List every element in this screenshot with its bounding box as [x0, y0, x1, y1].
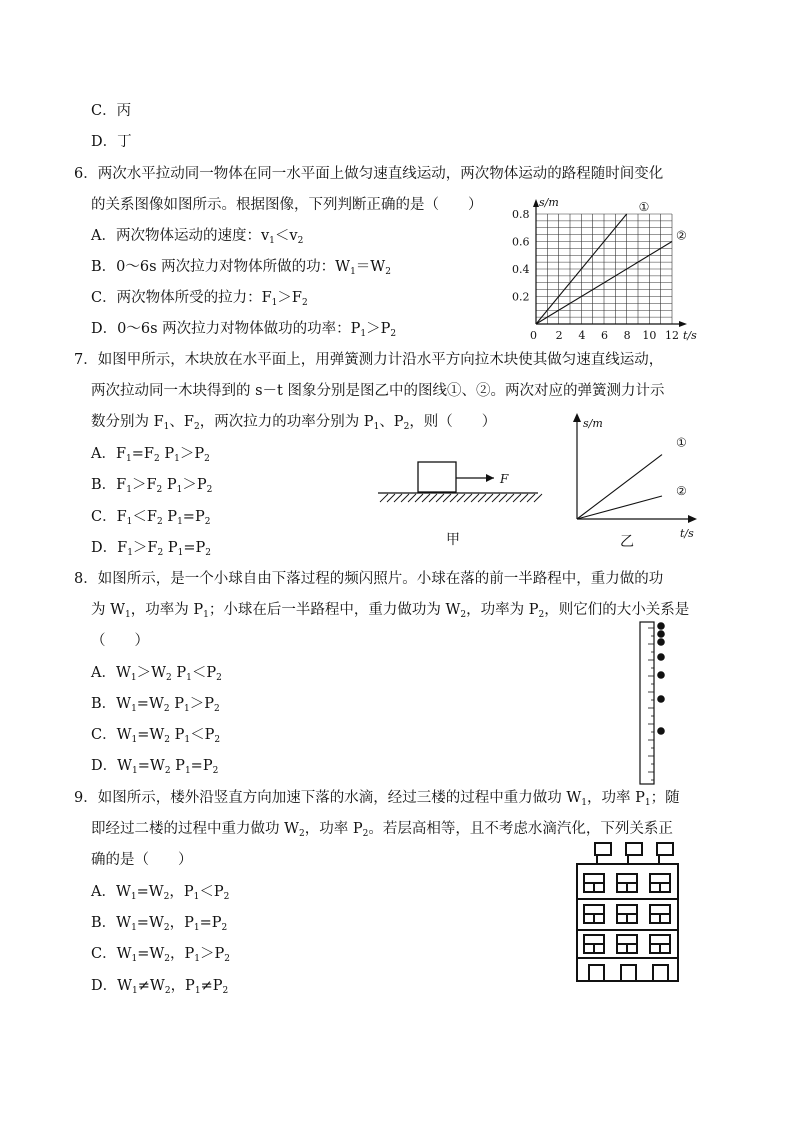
q6-option-d[interactable]	[91, 319, 396, 339]
hatch-line	[471, 494, 479, 502]
roof-sign	[595, 843, 611, 855]
text-segment: A．W	[91, 665, 131, 681]
subscript: 1	[130, 892, 137, 902]
subscript: 2	[163, 923, 170, 933]
text-segment: B．0～6s 两次拉力对物体所做的功：W	[91, 259, 351, 275]
figure-yi-caption: 乙	[620, 534, 634, 550]
subscript: 2	[222, 986, 229, 996]
subscript: 2	[163, 892, 170, 902]
subscript: 1	[125, 610, 131, 620]
ball	[657, 638, 665, 646]
text-segment: =P	[199, 915, 222, 931]
text-segment: ＜F	[132, 509, 157, 525]
subscript: 2	[164, 954, 171, 964]
text-segment: ，则（ ）	[409, 414, 497, 430]
subscript: 2	[213, 704, 220, 714]
q9-option-b[interactable]	[91, 913, 227, 933]
text-segment: P	[159, 446, 175, 462]
text-segment: B．F	[91, 477, 127, 493]
x-tick-label: 6	[601, 329, 608, 342]
subscript: 1	[126, 517, 133, 527]
text-segment: P	[170, 727, 185, 743]
subscript: 1	[163, 422, 170, 432]
ball	[657, 695, 665, 703]
x-tick-label: 2	[555, 329, 563, 342]
subscript: 1	[271, 298, 278, 308]
subscript: 1	[184, 766, 191, 776]
subscript: 1	[131, 954, 138, 964]
text-segment: P	[170, 758, 185, 774]
q9-building-figure	[570, 835, 685, 985]
roof-sign	[657, 843, 673, 855]
q7-stem-line-3	[91, 412, 496, 432]
q8-option-a[interactable]	[91, 663, 222, 683]
subscript: 2	[224, 954, 231, 964]
series-line-2	[577, 496, 662, 519]
text-segment: C．两次物体所受的拉力：F	[91, 290, 272, 306]
q8-option-b[interactable]	[91, 694, 220, 714]
text-segment: =W	[136, 884, 164, 900]
subscript: 1	[130, 673, 137, 683]
text-segment: D．0～6s 两次拉力对物体做功的功率：P	[91, 321, 361, 337]
text-segment: ＞P	[200, 946, 225, 962]
text-segment: ≠W	[137, 978, 165, 994]
text-segment: A．两次物体运动的速度：v	[91, 228, 270, 244]
subscript: 2	[297, 236, 304, 246]
q7-x-axis-label: t/s	[680, 527, 694, 540]
text-segment: ＞F	[277, 290, 302, 306]
subscript: 1	[194, 954, 201, 964]
text-segment: A．W	[91, 884, 131, 900]
subscript: 2	[157, 548, 164, 558]
text-segment: ＜v	[274, 228, 298, 244]
text-segment: =W	[137, 727, 165, 743]
subscript: 1	[373, 422, 380, 432]
y-axis-arrow	[573, 413, 581, 422]
subscript: 1	[132, 766, 138, 776]
text-segment: 、F	[169, 414, 194, 430]
subscript: 2	[223, 892, 230, 902]
y-tick-label: 0.2	[512, 290, 530, 304]
text-segment: C．W	[91, 727, 132, 743]
subscript: 2	[460, 610, 467, 620]
hatch-line	[387, 494, 395, 502]
subscript: 1	[177, 548, 184, 558]
subscript: 1	[184, 735, 191, 745]
text-segment: =W	[137, 758, 165, 774]
text-segment: ，功率为 P	[466, 602, 539, 618]
text-segment: ＜P	[199, 884, 224, 900]
falling-balls	[657, 622, 665, 735]
q9-option-d[interactable]	[91, 976, 228, 996]
ball	[657, 727, 665, 735]
text-segment: ，功率为 P	[130, 602, 204, 618]
x-tick-label: 8	[623, 329, 631, 342]
hatch-line	[506, 494, 514, 502]
chart-grid	[536, 214, 672, 324]
subscript: 1	[193, 923, 200, 933]
hatch-line	[450, 494, 458, 502]
q9-stem-line-3: 确的是（ ）	[91, 852, 193, 868]
text-segment: ，两次拉力的功率分别为 P	[199, 414, 374, 430]
q9-stem-line-1	[74, 788, 680, 808]
text-segment: 为 W	[91, 602, 126, 618]
text-segment: ，则它们的大小关系是	[544, 602, 690, 618]
hatch-line	[513, 494, 521, 502]
series-label-1: ①	[638, 200, 650, 214]
q6-stem-line-1: 6．两次水平拉动同一物体在同一水平面上做匀速直线运动，两次物体运动的路程随时间变化	[74, 166, 664, 182]
subscript: 1	[183, 704, 190, 714]
subscript: 2	[221, 923, 228, 933]
subscript: 2	[164, 766, 171, 776]
q6-option-a[interactable]	[91, 226, 303, 246]
hatch-line	[464, 494, 472, 502]
subscript: 1	[644, 798, 651, 808]
text-segment: P	[163, 540, 178, 556]
q8-option-c[interactable]	[91, 725, 220, 745]
ball	[657, 671, 665, 679]
subscript: 2	[362, 829, 369, 839]
q6-stem-line-2: 的关系图像如图所示。根据图像，下列判断正确的是（ ）	[91, 197, 483, 213]
subscript: 2	[538, 610, 545, 620]
hatch-line	[499, 494, 507, 502]
text-segment: ＜P	[190, 727, 215, 743]
force-arrow-head	[486, 474, 494, 482]
q8-stem-line-2	[91, 600, 689, 620]
subscript: 2	[204, 454, 210, 464]
subscript: 1	[193, 892, 200, 902]
text-segment: D．F	[91, 540, 128, 556]
x-axis-arrow	[688, 515, 697, 523]
hatch-line	[380, 494, 388, 502]
series-label-2: ②	[676, 228, 687, 243]
q7-option-a[interactable]	[91, 444, 210, 464]
text-segment: 。若层高相等，且不考虑水滴汽化，下列关系正	[368, 821, 673, 837]
hatch-line	[415, 494, 423, 502]
subscript: 2	[163, 704, 170, 714]
subscript: 2	[205, 548, 211, 558]
subscript: 1	[126, 454, 132, 464]
option-d[interactable]: D．丁	[91, 134, 132, 150]
q6-s-t-chart	[500, 190, 730, 350]
subscript: 1	[176, 485, 183, 495]
text-segment: =W	[136, 696, 164, 712]
y-tick-label: 0.6	[512, 235, 530, 249]
subscript: 2	[403, 422, 410, 432]
subscript: 1	[269, 236, 275, 246]
text-segment: ＞P	[179, 446, 205, 462]
hatch-line	[485, 494, 493, 502]
text-segment: 即经过二楼的过程中重力做功 W	[91, 821, 300, 837]
subscript: 1	[194, 986, 201, 996]
ball	[657, 653, 665, 661]
q9-option-a[interactable]	[91, 882, 229, 902]
wood-block	[418, 462, 456, 492]
hatch-line	[401, 494, 409, 502]
ground-floor-doors	[589, 965, 668, 981]
windows	[584, 874, 670, 953]
subscript: 2	[385, 267, 391, 277]
subscript: 1	[131, 704, 137, 714]
text-segment: ，P	[169, 884, 194, 900]
text-segment: ，P	[169, 915, 194, 931]
subscript: 1	[581, 798, 587, 808]
subscript: 2	[154, 454, 160, 464]
subscript: 1	[132, 986, 138, 996]
figure-jia-caption: 甲	[446, 532, 460, 548]
text-segment: 、P	[379, 414, 404, 430]
subscript: 1	[177, 517, 183, 527]
subscript: 2	[301, 298, 308, 308]
subscript: 2	[216, 673, 222, 683]
x-tick-label: 12	[665, 329, 679, 342]
text-segment: ＞P	[182, 477, 207, 493]
q7-stem-line-1: 7．如图甲所示，木块放在水平面上，用弹簧测力计沿水平方向拉木块使其做匀速直线运动，	[74, 352, 664, 368]
force-label: F	[500, 472, 509, 486]
subscript: 2	[206, 485, 213, 495]
hatch-line	[394, 494, 402, 502]
subscript: 1	[203, 610, 209, 620]
ruler	[640, 622, 654, 784]
text-segment: =W	[137, 946, 165, 962]
q8-option-d[interactable]	[91, 756, 218, 776]
text-segment: P	[162, 477, 177, 493]
hatch-line	[457, 494, 465, 502]
subscript: 2	[193, 422, 200, 432]
text-segment: ，功率 P	[304, 821, 363, 837]
subscript: 2	[299, 829, 305, 839]
text-segment: ＞P	[366, 321, 391, 337]
subscript: 2	[156, 485, 163, 495]
q7-y-axis-label: s/m	[583, 417, 603, 430]
text-segment: P	[169, 696, 184, 712]
x-axis-arrow	[679, 321, 687, 327]
q6-option-c[interactable]	[91, 288, 308, 308]
q8-stem-line-1	[74, 569, 663, 589]
hatch-line	[436, 494, 444, 502]
q7-option-b[interactable]	[91, 475, 212, 495]
subscript: 1	[350, 267, 356, 277]
text-segment: 数分别为 F	[91, 414, 164, 430]
chart-axes	[533, 199, 687, 327]
text-segment: ≠P	[200, 978, 223, 994]
subscript: 1	[126, 485, 132, 495]
text-segment: D．W	[91, 758, 133, 774]
subscript: 2	[214, 735, 221, 745]
hatch-line	[520, 494, 528, 502]
text-segment: ；小球在后一半路程中，重力做功为 W	[208, 602, 461, 618]
subscript: 1	[360, 329, 367, 339]
q7-s-t-chart-yi	[560, 408, 710, 553]
text-segment: =P	[182, 509, 205, 525]
subscript: 1	[127, 548, 133, 558]
x-tick-label: 4	[578, 329, 586, 342]
text-segment: B．W	[91, 915, 132, 931]
q9-option-c[interactable]	[91, 944, 230, 964]
text-segment: ，P	[170, 946, 195, 962]
q8-strobe-figure	[630, 615, 680, 790]
subscript: 1	[131, 923, 137, 933]
hatch-line	[527, 494, 535, 502]
text-segment: =P	[183, 540, 206, 556]
q7-figure-jia	[370, 455, 550, 555]
ball	[657, 630, 665, 638]
text-segment: 9．如图所示，楼外沿竖直方向加速下落的水滴，经过三楼的过程中重力做功 W	[74, 790, 582, 806]
floor-hatching	[380, 494, 542, 502]
hatch-line	[443, 494, 451, 502]
q8-stem-line-3: （ ）	[91, 633, 149, 649]
text-segment: 8．如图所示，是一个小球自由下落过程的频闪照片。小球在落的前一半路程中，重力做的功	[74, 571, 664, 587]
text-segment: C．W	[91, 946, 132, 962]
text-segment: A．F	[91, 446, 127, 462]
hatch-line	[429, 494, 437, 502]
series-label-2: ②	[676, 484, 687, 498]
y-tick-label: 0.4	[512, 263, 530, 276]
ruler-ticks	[648, 628, 654, 780]
subscript: 2	[164, 735, 171, 745]
roof-sign	[626, 843, 642, 855]
q7-option-c[interactable]	[91, 507, 210, 527]
text-segment: ＞F	[131, 477, 157, 493]
text-segment: ，P	[170, 978, 195, 994]
x-tick-label: 10	[642, 329, 657, 342]
subscript: 2	[156, 517, 163, 527]
hatch-line	[422, 494, 430, 502]
q6-y-axis-label: s/m	[539, 196, 559, 209]
q6-x-axis-label: t/s	[683, 329, 697, 342]
series-line-1	[577, 455, 662, 519]
subscript: 1	[174, 454, 180, 464]
text-segment: P	[171, 665, 187, 681]
x-tick-label: 0	[530, 329, 537, 342]
subscript: 2	[390, 329, 397, 339]
q7-stem-line-2: 两次拉动同一木块得到的 s－t 图象分别是图乙中的图线①、②。两次对应的弹簧测力计示	[91, 383, 665, 399]
text-segment: ＜P	[191, 665, 217, 681]
text-segment: ＞W	[136, 665, 167, 681]
subscript: 2	[204, 517, 211, 527]
hatch-line	[478, 494, 486, 502]
option-c[interactable]: C．丙	[91, 103, 132, 119]
text-segment: ＝W	[355, 259, 386, 275]
text-segment: =P	[190, 758, 213, 774]
text-segment: =W	[136, 915, 164, 931]
text-segment: D．W	[91, 978, 133, 994]
hatch-line	[408, 494, 416, 502]
series-label-1: ①	[676, 435, 687, 450]
y-tick-label: 0.8	[512, 208, 530, 221]
text-segment: B．W	[91, 696, 132, 712]
text-segment: =F	[131, 446, 154, 462]
subscript: 1	[186, 673, 192, 683]
hatch-line	[492, 494, 500, 502]
ball	[657, 622, 665, 630]
subscript: 1	[131, 735, 138, 745]
text-segment: P	[162, 509, 178, 525]
text-segment: ，功率 P	[586, 790, 645, 806]
text-segment: C．F	[91, 509, 127, 525]
q6-option-b[interactable]	[91, 257, 391, 277]
chart-series	[577, 436, 687, 519]
text-segment: ；随	[650, 790, 680, 806]
q7-option-d[interactable]	[91, 538, 211, 558]
text-segment: ＞P	[189, 696, 214, 712]
subscript: 2	[212, 766, 219, 776]
text-segment: ＞F	[132, 540, 158, 556]
hatch-line	[534, 494, 542, 502]
subscript: 2	[164, 986, 171, 996]
subscript: 2	[166, 673, 172, 683]
